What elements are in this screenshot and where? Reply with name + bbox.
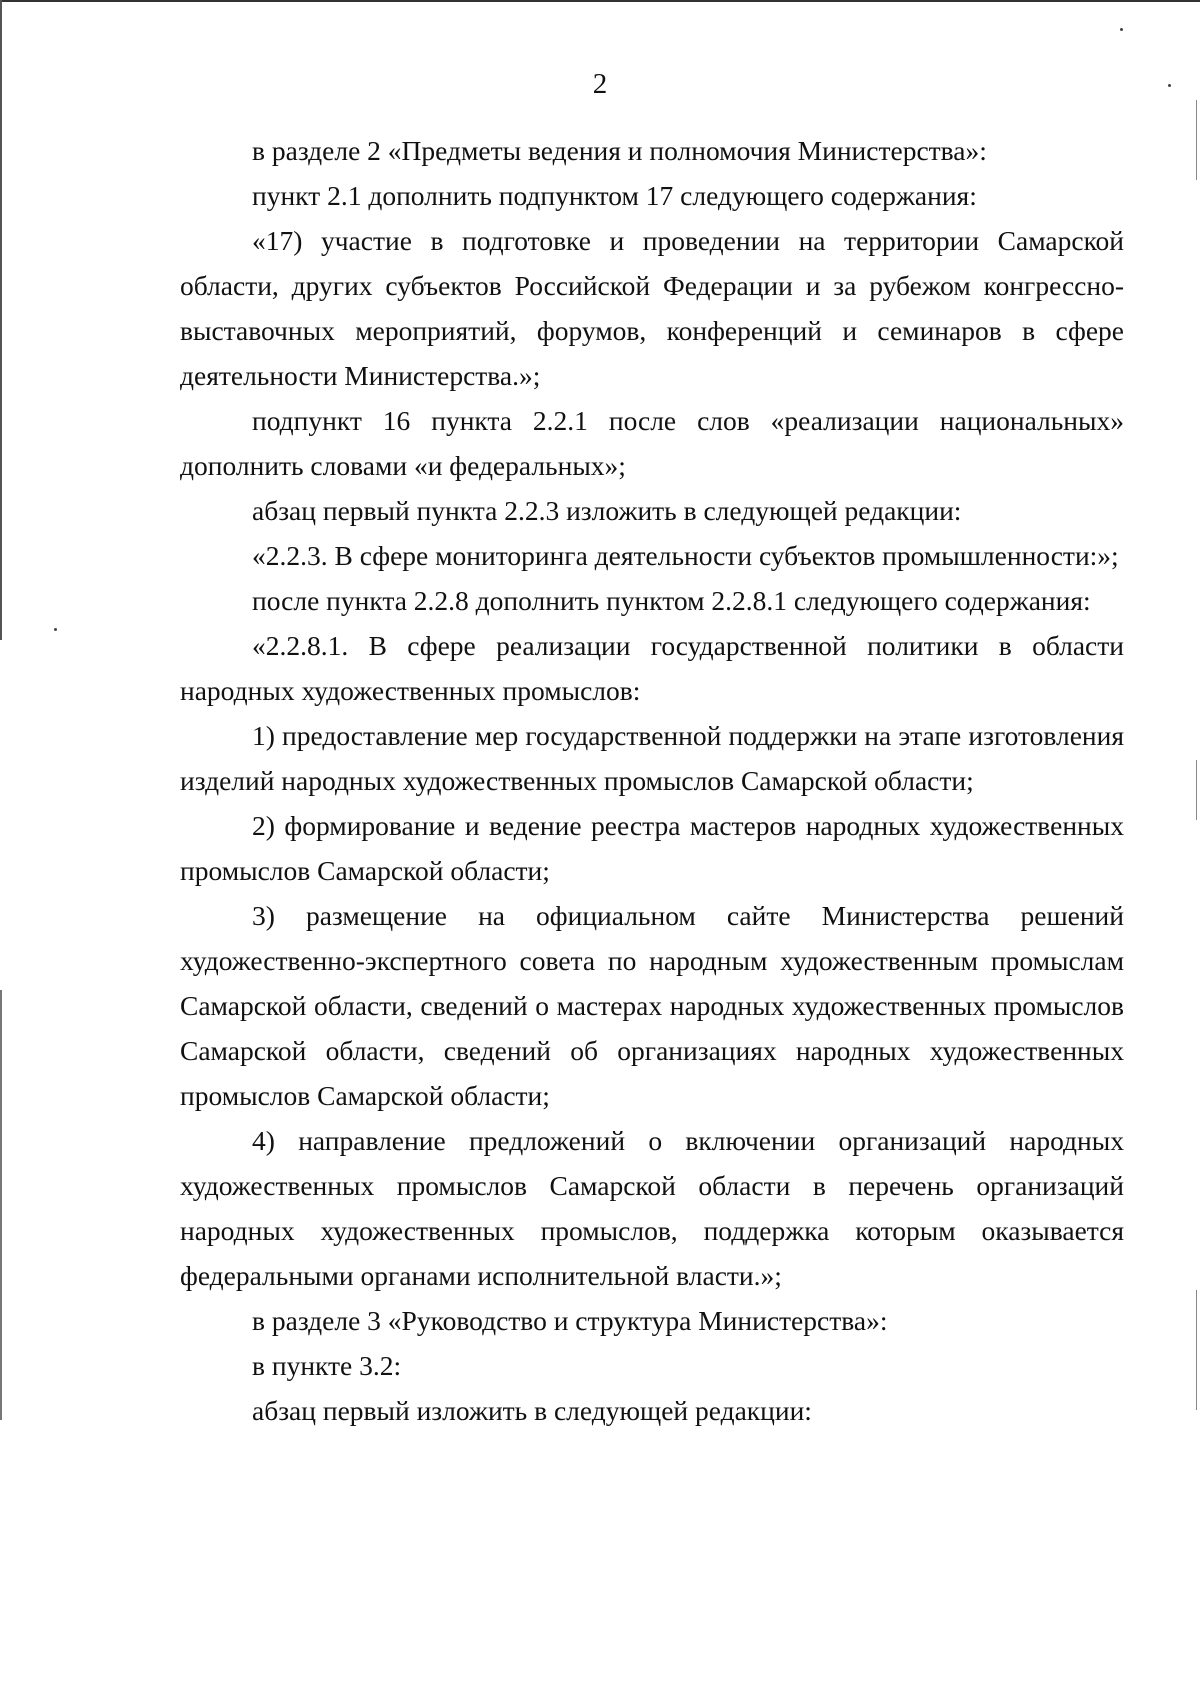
scan-edge-right [1196,100,1197,180]
paragraph: «17) участие в подготовке и проведении на территории Самарской области, других субъектов Российской Федерации и за рубежом конгрессно-выставочных мероприятий, форумов, конференций и семинаров в сфере деятельности Министерства.»; [180,225,1124,391]
paragraph: абзац первый пункта 2.2.3 изложить в следующей редакции: [252,495,962,526]
paragraph: в разделе 3 «Руководство и структура Министерства»: [252,1305,888,1336]
paragraph: «2.2.3. В сфере мониторинга деятельности субъектов промышленности:»; [252,540,1119,571]
scan-speck [1120,28,1123,31]
page-number: 2 [592,68,608,100]
scan-edge-left-lower [0,990,2,1420]
paragraph: подпункт 16 пункта 2.2.1 после слов «реализации национальных» дополнить словами «и федеральных»; [180,405,1124,481]
paragraph: после пункта 2.2.8 дополнить пунктом 2.2.8.1 следующего содержания: [252,585,1091,616]
paragraph: 1) предоставление мер государственной поддержки на этапе изготовления изделий народных художественных промыслов Самарской области; [180,720,1124,796]
paragraph: 2) формирование и ведение реестра мастеров народных художественных промыслов Самарской области; [180,810,1124,886]
paragraph: абзац первый изложить в следующей редакции: [252,1395,812,1426]
paragraph: в пункте 3.2: [252,1350,402,1381]
paragraph: пункт 2.1 дополнить подпунктом 17 следующего содержания: [252,180,977,211]
paragraph: 3) размещение на официальном сайте Министерства решений художественно-экспертного совета по народным художественным промыслам Самарской области, сведений о мастерах народных художественных промыслов Самарской области, сведений об организациях народных художественных промыслов Самарской области; [180,900,1124,1111]
paragraph: «2.2.8.1. В сфере реализации государственной политики в области народных художественных промыслов: [180,630,1124,706]
document-body [180,128,1124,1433]
scan-edge-right [1196,760,1197,820]
scan-edge-right [1196,1290,1197,1410]
scan-speck [54,628,57,631]
scan-edge-top [0,0,1200,2]
paragraph: 4) направление предложений о включении организаций народных художественных промыслов Самарской области в перечень организаций народных художественных промыслов, поддержка которым оказывается федеральными органами исполнительной власти.»; [180,1125,1124,1291]
paragraph: в разделе 2 «Предметы ведения и полномочия Министерства»: [252,135,987,166]
